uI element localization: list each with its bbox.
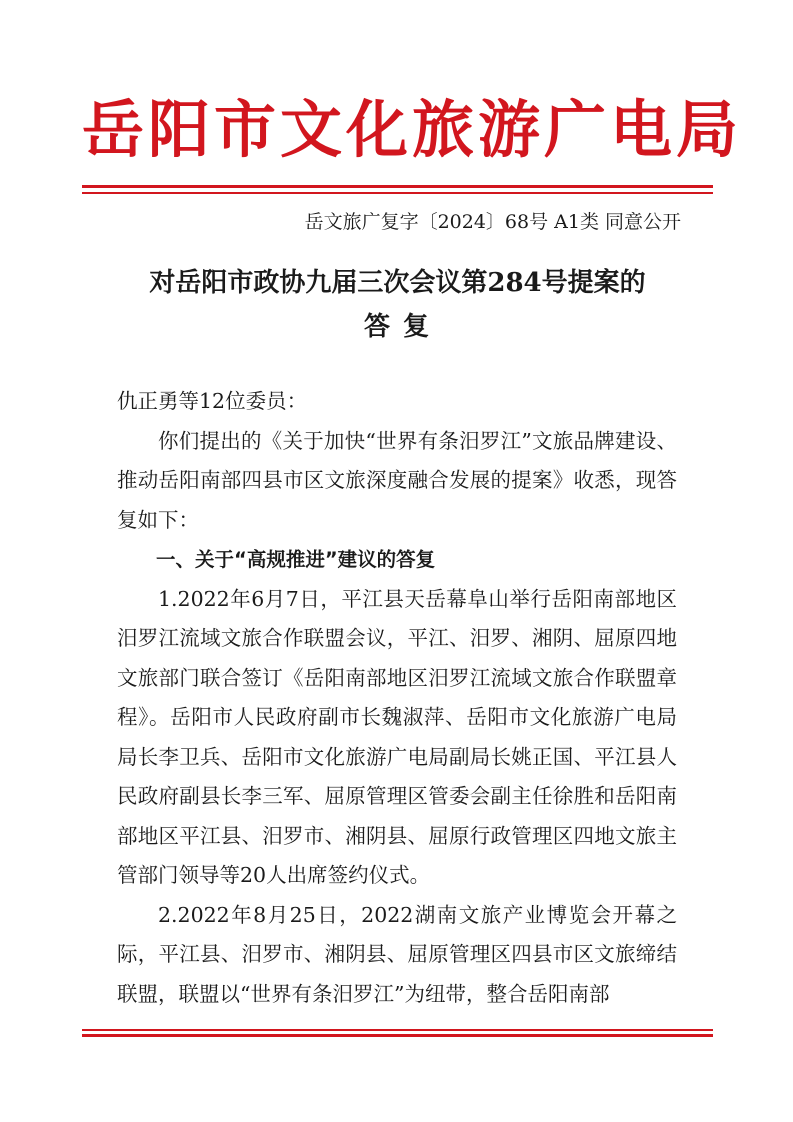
item-paragraph-2: 2.2022年8月25日，2022湖南文旅产业博览会开幕之际，平江县、汨罗市、湘阴县、屈原管理区四县市区文旅缔结联盟，联盟以“世界有条汨罗江”为纽带，整合岳阳南部 [117, 902, 677, 1006]
salutation: 仇正勇等12位委员： [117, 389, 308, 413]
header-rule-thin [82, 192, 713, 194]
letter-body [117, 382, 677, 1014]
item-paragraph-1: 1.2022年6月7日，平江县天岳幕阜山举行岳阳南部地区汨罗江流域文旅合作联盟会议，平江、汨罗、湘阴、屈原四地文旅部门联合签订《岳阳南部地区汨罗江流域文旅合作联盟章程》。岳阳市人民政府副市长魏淑萍、岳阳市文化旅游广电局局长李卫兵、岳阳市文化旅游广电局副局长姚正国、平江县人民政府副县长李三军、屈原管理区管委会副主任徐胜和岳阳南部地区平江县、汨罗市、湘阴县、屈原行政管理区四地文旅主管部门领导等20人出席签约仪式。 [117, 586, 677, 887]
document-title-line2: 答 复 [363, 312, 432, 342]
agency-masthead: 岳阳市文化旅游广电局 [82, 93, 743, 166]
footer-rule-thin [82, 1029, 713, 1031]
section-heading: 一、关于“高规推进”建议的答复 [156, 548, 436, 571]
document-title: 对岳阳市政协九届三次会议第284号提案的 [149, 268, 646, 298]
intro-paragraph: 你们提出的《关于加快“世界有条汨罗江”文旅品牌建设、推动岳阳南部四县市区文旅深度融合发展的提案》收悉，现答复如下： [117, 428, 677, 532]
document-number: 岳文旅广复字〔2024〕68号 A1类 同意公开 [304, 211, 681, 233]
header-rule-thick [82, 185, 713, 188]
footer-rule-thick [82, 1034, 713, 1037]
